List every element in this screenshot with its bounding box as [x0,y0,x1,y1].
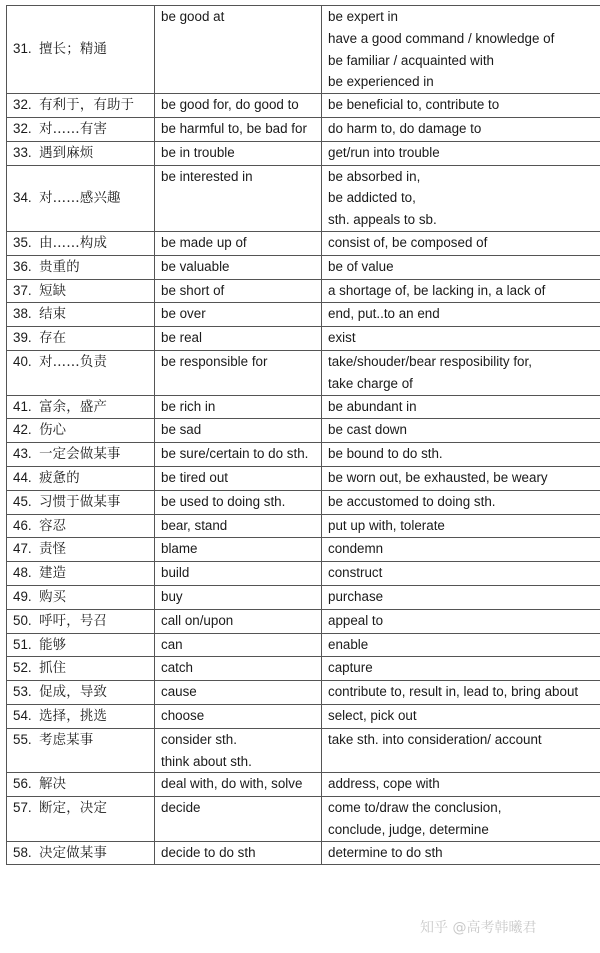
chinese-meaning: 存在 [39,331,67,347]
basic-phrase: decide [161,800,201,816]
chinese-meaning: 能够 [39,637,67,653]
advanced-phrase-cell [322,773,600,797]
basic-phrase-cell [155,255,322,279]
chinese-meaning-cell [7,395,155,419]
advanced-phrase-cell [322,681,600,705]
advanced-phrase: be bound to do sth. [328,446,443,462]
advanced-phrase-cell [322,609,600,633]
table-row [7,443,600,467]
basic-phrase: be responsible for [161,353,268,369]
advanced-phrase: condemn [328,541,384,557]
chinese-meaning-cell [7,514,155,538]
chinese-meaning: 购买 [39,589,67,605]
row-number: 31. [13,41,32,57]
row-number: 32. [13,120,32,136]
advanced-phrase-cell [322,841,600,865]
table-row [7,255,600,279]
chinese-meaning-cell [7,681,155,705]
table-row [7,350,600,395]
advanced-phrase: take charge of [328,375,413,391]
advanced-phrase: be familiar / acquainted with [328,52,494,68]
table-row [7,538,600,562]
basic-phrase: decide to do sth [161,844,256,860]
table-row [7,303,600,327]
basic-phrase-cell [155,141,322,165]
basic-phrase: be in trouble [161,144,235,160]
advanced-phrase: take sth. into consideration/ account [328,731,542,747]
advanced-phrase: take/shouder/bear resposibility for, [328,353,532,369]
chinese-meaning-cell [7,443,155,467]
chinese-meaning: 促成，导致 [39,685,108,701]
basic-phrase: be rich in [161,398,216,414]
row-number: 43. [13,446,32,462]
basic-phrase-cell [155,443,322,467]
chinese-meaning-cell [7,490,155,514]
advanced-phrase: a shortage of, be lacking in, a lack of [328,282,546,298]
advanced-phrase: be worn out, be exhausted, be weary [328,469,548,485]
basic-phrase-cell [155,231,322,255]
chinese-meaning-cell [7,657,155,681]
advanced-phrase-cell [322,231,600,255]
advanced-phrase-cell [322,514,600,538]
row-number: 46. [13,517,32,533]
advanced-phrase: be absorbed in, [328,168,421,184]
chinese-meaning: 容忍 [39,518,67,534]
table-row [7,327,600,351]
basic-phrase-cell [155,327,322,351]
basic-phrase: be sad [161,422,202,438]
chinese-meaning: 考虑某事 [39,732,94,748]
advanced-phrase-cell [322,94,600,118]
chinese-meaning: 解决 [39,777,67,793]
row-number: 57. [13,800,32,816]
advanced-phrase: be beneficial to, contribute to [328,97,500,113]
row-number: 53. [13,684,32,700]
row-number: 47. [13,541,32,557]
chinese-meaning-cell [7,704,155,728]
chinese-meaning-cell [7,633,155,657]
chinese-meaning: 建造 [39,566,67,582]
advanced-phrase-cell [322,633,600,657]
chinese-meaning-cell [7,255,155,279]
advanced-phrase-cell [322,303,600,327]
advanced-phrase-cell [322,350,600,395]
basic-phrase: be harmful to, be bad for [161,120,307,136]
advanced-phrase-cell [322,395,600,419]
row-number: 44. [13,469,32,485]
table-row [7,841,600,865]
row-number: 33. [13,144,32,160]
row-number: 58. [13,844,32,860]
advanced-phrase: come to/draw the conclusion, [328,800,502,816]
basic-phrase-cell [155,797,322,842]
basic-phrase-cell [155,490,322,514]
chinese-meaning-cell [7,94,155,118]
advanced-phrase-cell [322,562,600,586]
advanced-phrase-cell [322,657,600,681]
row-number: 41. [13,398,32,414]
basic-phrase-cell [155,538,322,562]
row-number: 49. [13,588,32,604]
basic-phrase-cell [155,773,322,797]
chinese-meaning-cell [7,141,155,165]
row-number: 54. [13,707,32,723]
chinese-meaning-cell [7,538,155,562]
advanced-phrase-cell [322,797,600,842]
advanced-phrase: be cast down [328,422,407,438]
chinese-meaning: 抓住 [39,661,67,677]
chinese-meaning: 富余，盛产 [39,399,108,415]
basic-phrase: call on/upon [161,612,234,628]
chinese-meaning-cell [7,562,155,586]
advanced-phrase: sth. appeals to sb. [328,212,437,228]
table-row [7,279,600,303]
table-row [7,633,600,657]
advanced-phrase-cell [322,585,600,609]
advanced-phrase-cell [322,141,600,165]
basic-phrase: be tired out [161,469,228,485]
table-row [7,466,600,490]
advanced-phrase: conclude, judge, determine [328,821,489,837]
chinese-meaning-cell [7,303,155,327]
row-number: 40. [13,353,32,369]
basic-phrase: be sure/certain to do sth. [161,446,309,462]
advanced-phrase: put up with, tolerate [328,517,445,533]
basic-phrase-cell [155,395,322,419]
basic-phrase-cell [155,704,322,728]
basic-phrase: cause [161,684,197,700]
row-number: 34. [13,189,32,205]
advanced-phrase: address, cope with [328,776,440,792]
chinese-meaning: 由……构成 [39,235,108,251]
chinese-meaning: 贵重的 [39,259,80,275]
row-number: 48. [13,565,32,581]
basic-phrase-cell [155,279,322,303]
row-number: 42. [13,422,32,438]
basic-phrase-cell [155,609,322,633]
chinese-meaning: 短缺 [39,283,67,299]
basic-phrase-cell [155,350,322,395]
chinese-meaning: 疲惫的 [39,470,80,486]
chinese-meaning: 一定会做某事 [39,447,121,463]
advanced-phrase-cell [322,255,600,279]
basic-phrase-cell [155,94,322,118]
advanced-phrase: contribute to, result in, lead to, bring about [328,684,579,700]
chinese-meaning-cell [7,117,155,141]
basic-phrase: be made up of [161,234,247,250]
basic-phrase-cell [155,562,322,586]
basic-phrase-cell [155,117,322,141]
chinese-meaning-cell [7,585,155,609]
advanced-phrase: have a good command / knowledge of [328,30,555,46]
row-number: 51. [13,636,32,652]
chinese-meaning: 擅长；精通 [39,42,108,58]
basic-phrase: be valuable [161,258,230,274]
basic-phrase-cell [155,514,322,538]
chinese-meaning-cell [7,350,155,395]
table-row [7,141,600,165]
advanced-phrase-cell [322,165,600,231]
advanced-phrase: end, put..to an end [328,306,440,322]
row-number: 52. [13,660,32,676]
advanced-phrase-cell [322,279,600,303]
advanced-phrase: be of value [328,258,394,274]
basic-phrase: be short of [161,282,225,298]
basic-phrase-cell [155,6,322,94]
table-row [7,419,600,443]
chinese-meaning: 责怪 [39,542,67,558]
advanced-phrase-cell [322,538,600,562]
advanced-phrase: do harm to, do damage to [328,120,482,136]
chinese-meaning-cell [7,6,155,94]
advanced-phrase: determine to do sth [328,844,443,860]
advanced-phrase: enable [328,636,369,652]
advanced-phrase-cell [322,490,600,514]
vocabulary-table [6,5,600,865]
chinese-meaning-cell [7,327,155,351]
table-row [7,585,600,609]
row-number: 32. [13,97,32,113]
basic-phrase: can [161,636,183,652]
table-row [7,657,600,681]
table-row [7,681,600,705]
chinese-meaning: 断定，决定 [39,801,108,817]
basic-phrase-cell [155,657,322,681]
basic-phrase: be over [161,306,206,322]
table-row [7,797,600,842]
chinese-meaning-cell [7,728,155,773]
row-number: 38. [13,306,32,322]
basic-phrase-cell [155,419,322,443]
basic-phrase: blame [161,541,198,557]
advanced-phrase: get/run into trouble [328,144,440,160]
chinese-meaning: 伤心 [39,423,67,439]
chinese-meaning: 有利于，有助于 [39,98,135,114]
basic-phrase-cell [155,633,322,657]
basic-phrase: build [161,565,190,581]
basic-phrase-cell [155,303,322,327]
table-row [7,94,600,118]
table-row [7,728,600,773]
advanced-phrase: consist of, be composed of [328,234,488,250]
basic-phrase: consider sth. think about sth. [161,731,252,769]
watermark: 知乎 @高考韩曦君 [420,920,537,936]
chinese-meaning-cell [7,279,155,303]
advanced-phrase-cell [322,6,600,94]
table-row [7,773,600,797]
basic-phrase-cell [155,841,322,865]
basic-phrase: be good at [161,9,225,24]
row-number: 35. [13,234,32,250]
advanced-phrase-cell [322,419,600,443]
chinese-meaning: 对……负责 [39,354,108,370]
basic-phrase: bear, stand [161,517,228,533]
basic-phrase: deal with, do with, solve [161,776,303,792]
chinese-meaning-cell [7,165,155,231]
chinese-meaning-cell [7,419,155,443]
table-row [7,165,600,231]
advanced-phrase-cell [322,327,600,351]
basic-phrase-cell [155,165,322,231]
table-row [7,514,600,538]
table-row [7,231,600,255]
chinese-meaning: 决定做某事 [39,845,108,861]
chinese-meaning: 结束 [39,307,67,323]
advanced-phrase: exist [328,330,356,346]
row-number: 37. [13,282,32,298]
basic-phrase: be interested in [161,168,253,184]
table-row [7,6,600,94]
advanced-phrase: purchase [328,588,384,604]
row-number: 55. [13,731,32,747]
chinese-meaning-cell [7,231,155,255]
advanced-phrase: appeal to [328,612,384,628]
chinese-meaning: 遇到麻烦 [39,145,94,161]
advanced-phrase: be addicted to, [328,190,416,206]
row-number: 45. [13,493,32,509]
table-row [7,117,600,141]
row-number: 50. [13,612,32,628]
advanced-phrase-cell [322,443,600,467]
chinese-meaning: 呼吁，号召 [39,613,108,629]
advanced-phrase-cell [322,466,600,490]
advanced-phrase: be expert in [328,9,398,24]
chinese-meaning-cell [7,773,155,797]
advanced-phrase: be accustomed to doing sth. [328,493,496,509]
advanced-phrase-cell [322,704,600,728]
chinese-meaning: 选择，挑选 [39,708,108,724]
basic-phrase: catch [161,660,194,676]
table-row [7,562,600,586]
basic-phrase-cell [155,585,322,609]
advanced-phrase: select, pick out [328,707,417,723]
basic-phrase: buy [161,588,183,604]
table-row [7,609,600,633]
advanced-phrase: construct [328,565,383,581]
chinese-meaning-cell [7,609,155,633]
vocabulary-table-body [7,6,600,865]
chinese-meaning: 对……有害 [39,121,108,137]
advanced-phrase: be experienced in [328,74,434,90]
chinese-meaning: 对……感兴趣 [39,190,121,206]
table-row [7,395,600,419]
row-number: 39. [13,330,32,346]
table-row [7,704,600,728]
advanced-phrase-cell [322,728,600,773]
row-number: 56. [13,776,32,792]
basic-phrase: be used to doing sth. [161,493,286,509]
chinese-meaning-cell [7,466,155,490]
advanced-phrase-cell [322,117,600,141]
basic-phrase: choose [161,707,205,723]
table-row [7,490,600,514]
advanced-phrase: be abundant in [328,398,417,414]
basic-phrase-cell [155,681,322,705]
chinese-meaning: 习惯于做某事 [39,494,121,510]
chinese-meaning-cell [7,841,155,865]
basic-phrase-cell [155,466,322,490]
basic-phrase-cell [155,728,322,773]
chinese-meaning-cell [7,797,155,842]
row-number: 36. [13,258,32,274]
basic-phrase: be good for, do good to [161,97,299,113]
advanced-phrase: capture [328,660,373,676]
basic-phrase: be real [161,330,202,346]
